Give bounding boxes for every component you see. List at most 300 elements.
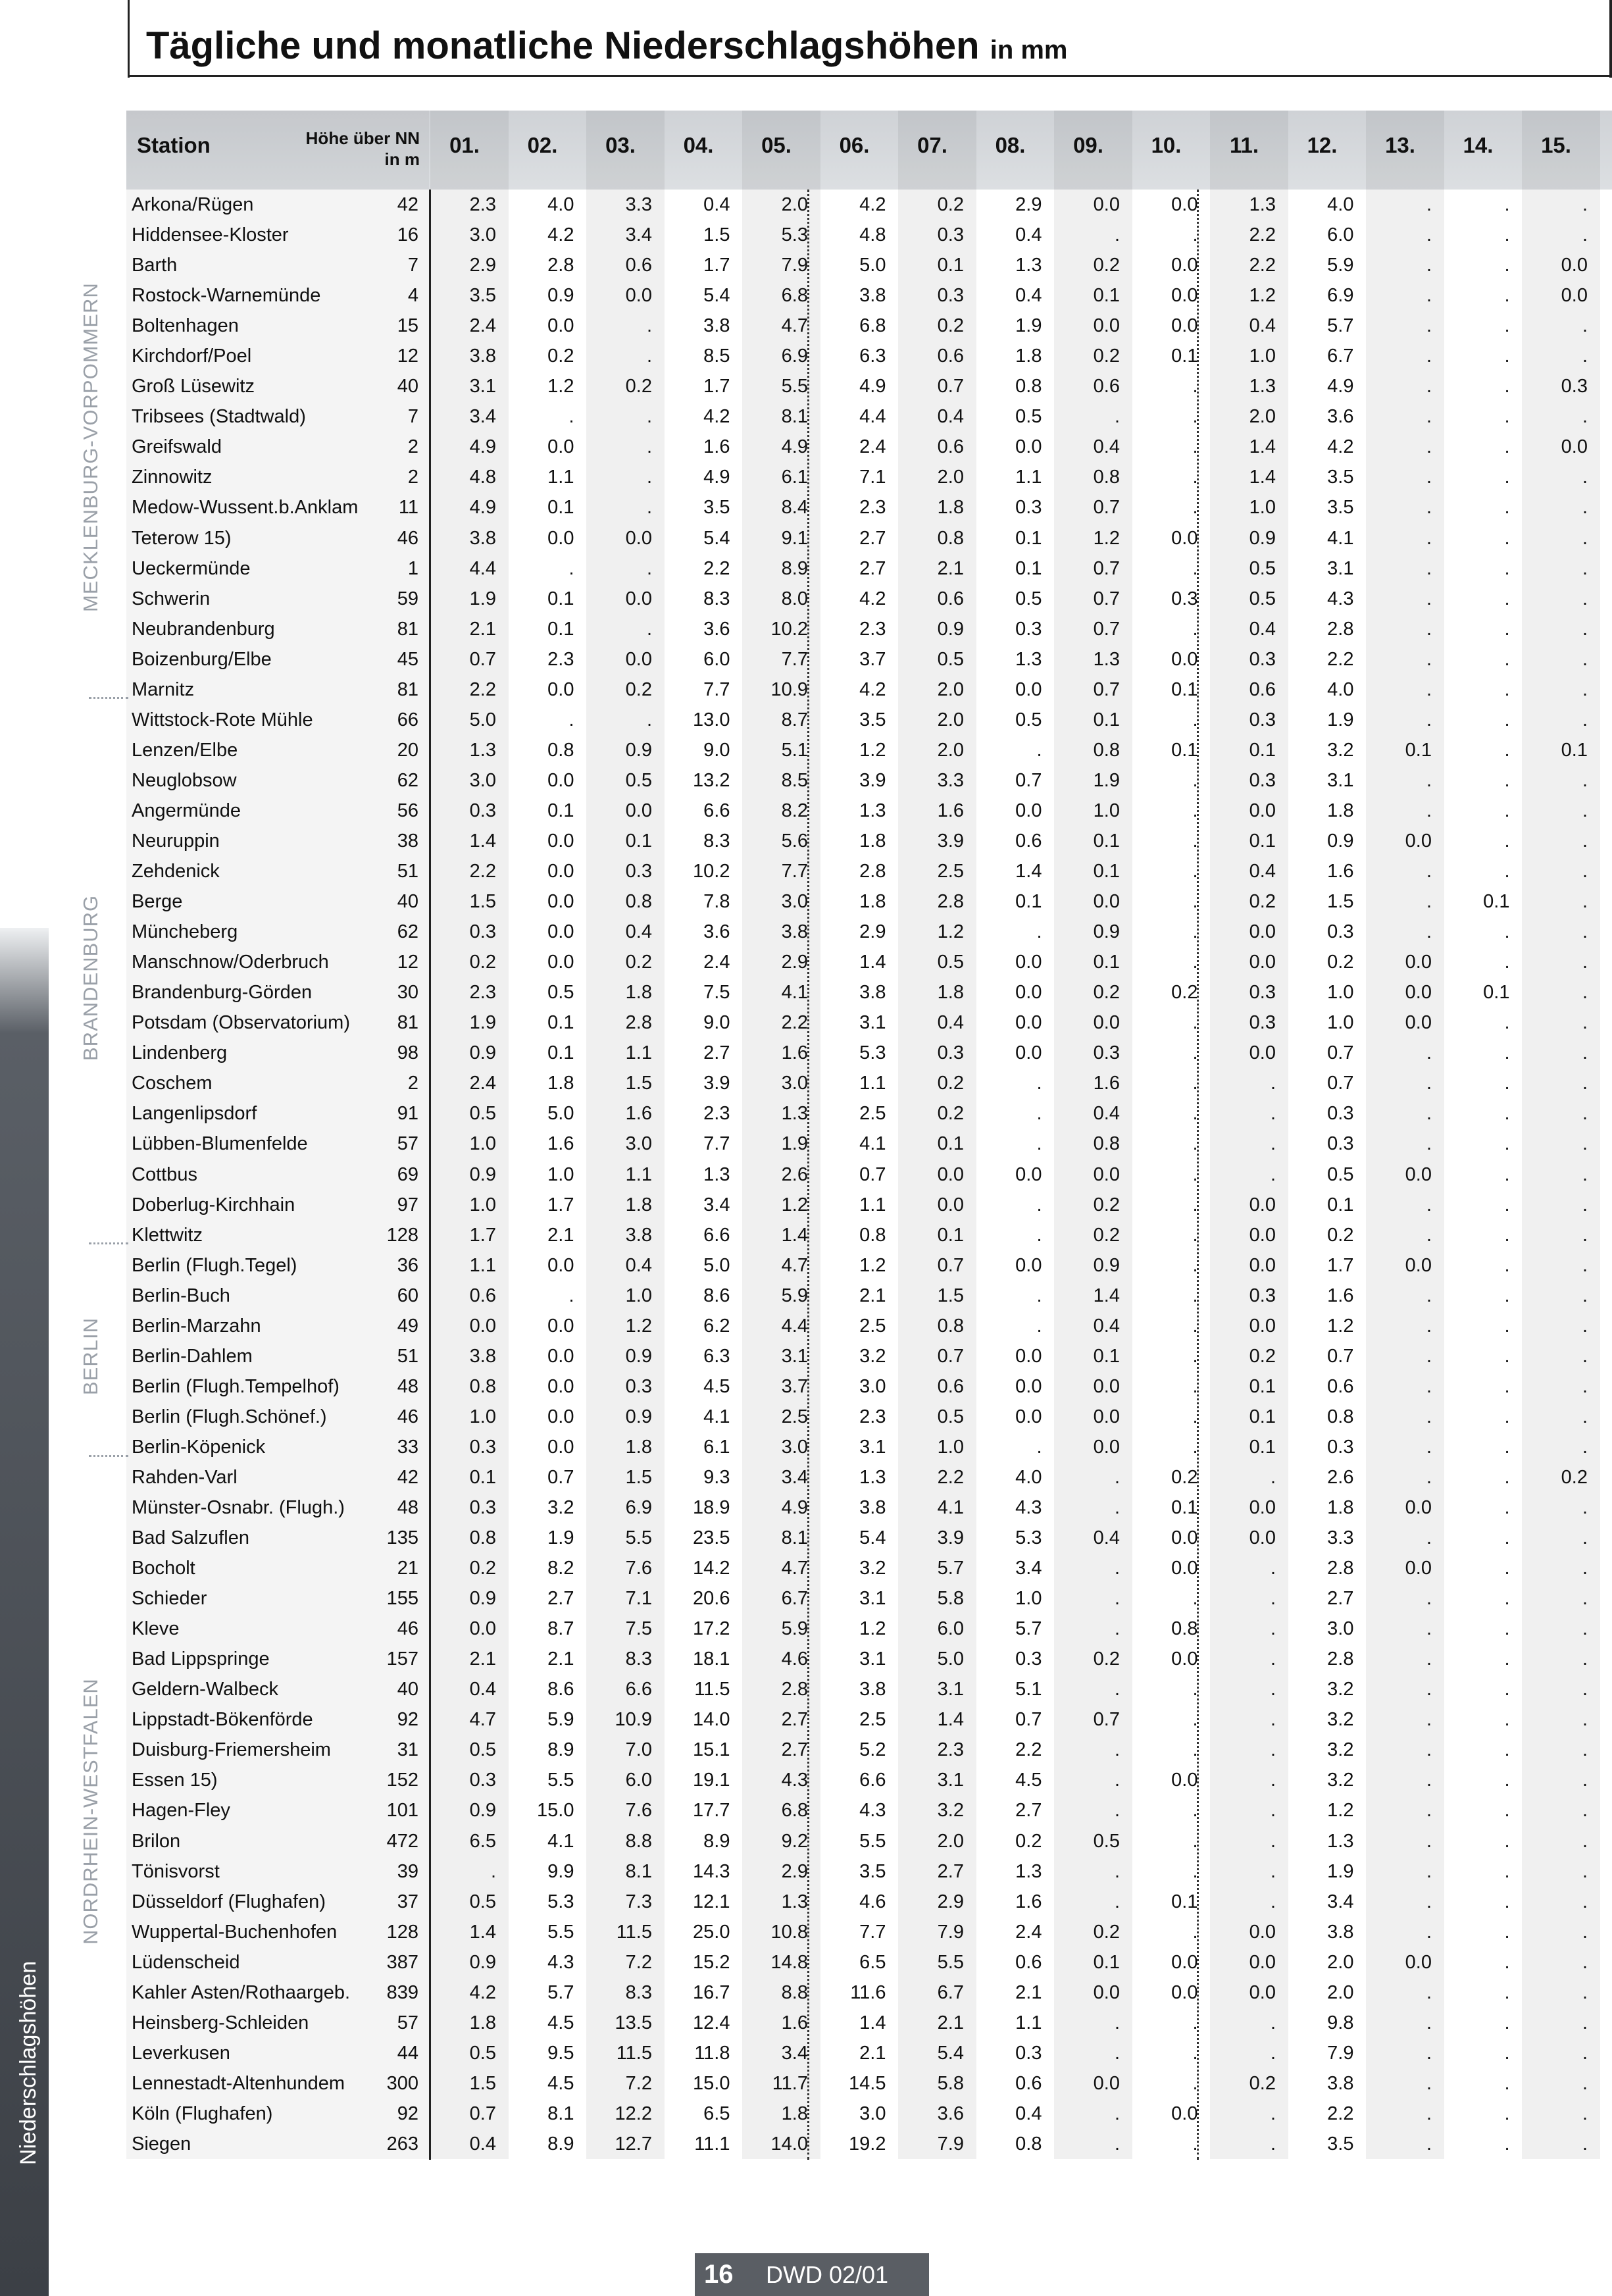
day-value: 14.3 (693, 1860, 730, 1882)
day-value: . (1270, 1679, 1276, 1700)
day-value: 7.8 (703, 891, 730, 913)
day-value: . (1504, 709, 1510, 730)
day-value: 9.2 (781, 1830, 808, 1852)
day-value: 0.2 (1093, 1648, 1120, 1670)
day-value: 0.9 (1327, 830, 1354, 852)
day-value: . (1582, 1618, 1588, 1640)
day-value: 0.0 (1249, 1194, 1276, 1215)
day-value: 0.9 (937, 618, 964, 640)
day-value: 0.6 (937, 1375, 964, 1397)
station-elevation: 128 (386, 1921, 418, 1943)
day-value: 8.9 (781, 557, 808, 579)
day-value: . (1582, 467, 1588, 488)
day-value: 0.1 (1015, 557, 1042, 579)
day-value: 0.0 (1171, 194, 1198, 215)
station-elevation: 30 (397, 982, 418, 1004)
region-separator (89, 1242, 128, 1244)
day-value: . (1504, 1800, 1510, 1822)
day-value: 8.8 (625, 1830, 652, 1852)
day-value: 5.7 (1327, 315, 1354, 337)
day-value: 7.3 (625, 1891, 652, 1912)
day-value: 1.3 (781, 1103, 808, 1125)
day-value: 0.2 (937, 1073, 964, 1094)
day-value: 0.3 (1327, 1103, 1354, 1125)
day-value: 5.3 (547, 1891, 574, 1912)
day-value: . (1426, 224, 1432, 246)
day-value: 3.1 (859, 1012, 886, 1034)
day-value: . (1426, 1345, 1432, 1367)
day-value: 0.2 (937, 315, 964, 337)
day-value: 3.5 (1327, 497, 1354, 519)
day-value: . (1426, 1679, 1432, 1700)
day-value: . (1426, 2103, 1432, 2124)
day-value: 0.2 (1171, 982, 1198, 1004)
day-value: 7.7 (781, 861, 808, 882)
day-value: . (1504, 1406, 1510, 1427)
day-value: 1.7 (547, 1194, 574, 1215)
day-value: 0.0 (625, 527, 652, 549)
station-name: Berlin-Marzahn (132, 1315, 261, 1337)
station-name: Duisburg-Friemersheim (132, 1739, 331, 1761)
station-elevation: 39 (397, 1860, 418, 1882)
day-value: 20.6 (693, 1588, 730, 1610)
day-value: 1.8 (859, 830, 886, 852)
day-value: 3.3 (625, 194, 652, 215)
day-value: 0.2 (625, 952, 652, 973)
day-value: 19.1 (693, 1770, 730, 1791)
day-value: . (1192, 467, 1198, 488)
station-elevation: 12 (397, 345, 418, 367)
day-value: 4.9 (781, 436, 808, 458)
day-value: 1.9 (1327, 1860, 1354, 1882)
day-value: . (1114, 1891, 1120, 1912)
day-value: . (1426, 1648, 1432, 1670)
day-value: 2.7 (859, 557, 886, 579)
day-value: 0.0 (1405, 1254, 1432, 1276)
day-value: . (1426, 1770, 1432, 1791)
day-value: . (1504, 406, 1510, 428)
day-value: 0.4 (703, 194, 730, 215)
day-value: 1.0 (469, 1406, 496, 1427)
day-value: 0.3 (469, 1497, 496, 1519)
day-value: 2.3 (703, 1103, 730, 1125)
day-value: 1.2 (859, 1618, 886, 1640)
day-value: 0.7 (1015, 769, 1042, 791)
region-label: BRANDENBURG (79, 894, 102, 1061)
day-value: 1.2 (781, 1194, 808, 1215)
day-value: 0.0 (1015, 952, 1042, 973)
day-value: . (1426, 467, 1432, 488)
day-value: . (1504, 285, 1510, 307)
station-elevation: 20 (397, 739, 418, 761)
day-value: 0.0 (547, 861, 574, 882)
day-value: 23.5 (693, 1527, 730, 1549)
day-value: . (646, 315, 652, 337)
day-value: 0.9 (469, 1951, 496, 1973)
day-value: 1.4 (1015, 861, 1042, 882)
day-value: 1.6 (937, 800, 964, 821)
day-value: 3.3 (937, 769, 964, 791)
day-value: 0.1 (1171, 739, 1198, 761)
day-value: 4.3 (781, 1770, 808, 1791)
day-value: 0.5 (937, 648, 964, 670)
day-value: . (1504, 436, 1510, 458)
station-name: Essen 15) (132, 1770, 218, 1791)
day-value: 0.2 (1093, 1224, 1120, 1246)
day-value: 2.9 (781, 952, 808, 973)
day-value: 4.7 (781, 1558, 808, 1579)
day-value: 2.5 (781, 1406, 808, 1427)
day-value: 1.8 (1327, 1497, 1354, 1519)
day-value: . (1426, 527, 1432, 549)
day-value: 8.6 (703, 1285, 730, 1306)
header-day: 02. (527, 133, 558, 157)
day-value: . (1582, 1436, 1588, 1458)
day-value: 0.8 (859, 1224, 886, 1246)
day-value: 0.5 (469, 1739, 496, 1761)
station-name: Berlin-Köpenick (132, 1436, 266, 1458)
day-value: 0.0 (625, 588, 652, 609)
day-value: 0.3 (1249, 1285, 1276, 1306)
day-value: 0.1 (547, 800, 574, 821)
day-value: 0.1 (1249, 739, 1276, 761)
day-value: . (1192, 1588, 1198, 1610)
day-value: 8.6 (547, 1679, 574, 1700)
station-elevation: 45 (397, 648, 418, 670)
day-value: 0.0 (1093, 891, 1120, 913)
day-value: 0.1 (1327, 1194, 1354, 1215)
day-value: 2.8 (937, 891, 964, 913)
day-value: 0.1 (1093, 1345, 1120, 1367)
day-value: 7.1 (859, 467, 886, 488)
day-value: 2.0 (1327, 1951, 1354, 1973)
day-value: . (1114, 1739, 1120, 1761)
day-value: 0.1 (1561, 739, 1588, 761)
day-value: . (1582, 315, 1588, 337)
day-value: 5.5 (781, 376, 808, 397)
day-value: 4.3 (547, 1951, 574, 1973)
day-value: . (1426, 2133, 1432, 2155)
day-value: 0.3 (937, 224, 964, 246)
station-elevation: 59 (397, 588, 418, 609)
day-value: 4.3 (1327, 588, 1354, 609)
day-value: 8.3 (703, 830, 730, 852)
day-value: 7.5 (703, 982, 730, 1004)
day-value: 0.0 (1093, 315, 1120, 337)
day-value: . (1504, 315, 1510, 337)
day-value: 3.0 (469, 224, 496, 246)
day-value: 2.3 (859, 1406, 886, 1427)
day-value: 0.0 (1093, 2072, 1120, 2094)
day-value: . (1192, 618, 1198, 640)
day-value: 0.9 (469, 1042, 496, 1064)
day-value: 1.8 (859, 891, 886, 913)
day-value: 0.0 (1249, 1981, 1276, 2003)
day-value: 13.5 (615, 2012, 652, 2033)
day-value: 1.6 (1327, 1285, 1354, 1306)
day-value: . (1426, 194, 1432, 215)
day-value: . (1504, 1588, 1510, 1610)
day-value: 5.7 (937, 1558, 964, 1579)
day-value: 3.1 (937, 1679, 964, 1700)
elevation-separator (429, 190, 431, 2160)
day-value: 14.0 (770, 2133, 808, 2155)
day-value: 6.0 (703, 648, 730, 670)
day-value: . (1426, 285, 1432, 307)
day-value: 0.9 (469, 1588, 496, 1610)
day-value: 8.4 (781, 497, 808, 519)
header-day: 11. (1229, 133, 1259, 157)
day-value: 1.5 (703, 224, 730, 246)
day-value: 1.5 (625, 1073, 652, 1094)
pentad-separator (1197, 190, 1199, 2160)
day-value: . (1504, 588, 1510, 609)
day-value: 0.8 (937, 1315, 964, 1337)
day-value: 2.2 (1327, 2103, 1354, 2124)
day-value: 11.7 (772, 2072, 808, 2094)
day-value: 0.0 (625, 285, 652, 307)
day-value: . (1426, 345, 1432, 367)
day-value: 5.5 (859, 1830, 886, 1852)
day-value: 19.2 (849, 2133, 886, 2155)
day-value: 11.1 (694, 2133, 730, 2155)
header-day: 13. (1385, 133, 1415, 157)
day-value: 0.2 (1093, 255, 1120, 276)
day-value: . (1582, 1012, 1588, 1034)
day-value: . (1582, 2133, 1588, 2155)
day-value: 4.9 (859, 376, 886, 397)
day-value: 0.0 (1171, 1770, 1198, 1791)
column-shade (898, 111, 976, 2159)
day-value: 0.7 (937, 376, 964, 397)
day-value: 0.5 (1015, 588, 1042, 609)
day-value: . (490, 1860, 496, 1882)
day-value: . (1504, 2103, 1510, 2124)
station-column-shade (126, 111, 429, 2159)
day-value: 2.1 (469, 1648, 496, 1670)
station-elevation: 44 (397, 2042, 418, 2064)
day-value: . (1426, 497, 1432, 519)
day-value: 2.2 (469, 678, 496, 700)
day-value: 0.9 (469, 1800, 496, 1822)
day-value: 9.9 (547, 1860, 574, 1882)
day-value: 0.0 (547, 1406, 574, 1427)
day-value: . (1504, 1679, 1510, 1700)
station-elevation: 21 (397, 1558, 418, 1579)
station-elevation: 92 (397, 1709, 418, 1731)
station-name: Potsdam (Observatorium) (132, 1012, 350, 1034)
day-value: . (1270, 1770, 1276, 1791)
day-value: 3.7 (781, 1375, 808, 1397)
day-value: . (1504, 648, 1510, 670)
day-value: . (1504, 1830, 1510, 1852)
header-day: 08. (995, 133, 1026, 157)
day-value: . (1582, 1770, 1588, 1791)
day-value: 0.9 (469, 1163, 496, 1185)
day-value: 1.2 (1327, 1315, 1354, 1337)
day-value: 2.3 (469, 982, 496, 1004)
station-elevation: 51 (397, 1345, 418, 1367)
day-value: . (1582, 2103, 1588, 2124)
day-value: 6.7 (937, 1981, 964, 2003)
day-value: . (1192, 1224, 1198, 1246)
day-value: 1.0 (625, 1285, 652, 1306)
day-value: 1.1 (469, 1254, 496, 1276)
station-elevation: 46 (397, 1618, 418, 1640)
station-elevation: 48 (397, 1497, 418, 1519)
day-value: 5.1 (781, 739, 808, 761)
station-elevation: 60 (397, 1285, 418, 1306)
day-value: 0.9 (1093, 1254, 1120, 1276)
station-elevation: 98 (397, 1042, 418, 1064)
day-value: 0.0 (1171, 255, 1198, 276)
station-elevation: 49 (397, 1315, 418, 1337)
day-value: . (1504, 2012, 1510, 2033)
day-value: 6.3 (703, 1345, 730, 1367)
day-value: 0.1 (1093, 285, 1120, 307)
station-elevation: 38 (397, 830, 418, 852)
day-value: 4.1 (703, 1406, 730, 1427)
day-value: . (1192, 376, 1198, 397)
day-value: 4.1 (547, 1830, 574, 1852)
day-value: 0.2 (1327, 952, 1354, 973)
day-value: 18.1 (693, 1648, 730, 1670)
day-value: . (1192, 1133, 1198, 1155)
day-value: . (1114, 2042, 1120, 2064)
day-value: . (1504, 861, 1510, 882)
day-value: 0.4 (469, 2133, 496, 2155)
day-value: 2.1 (469, 618, 496, 640)
day-value: 0.0 (1249, 1527, 1276, 1549)
precipitation-table (126, 111, 1612, 2159)
day-value: . (1582, 1679, 1588, 1700)
day-value: 4.9 (1327, 376, 1354, 397)
day-value: 2.0 (1249, 406, 1276, 428)
day-value: . (1504, 769, 1510, 791)
day-value: 0.8 (1171, 1618, 1198, 1640)
day-value: 8.2 (781, 800, 808, 821)
day-value: . (568, 557, 574, 579)
day-value: 0.1 (1171, 1891, 1198, 1912)
station-name: Berge (132, 891, 183, 913)
day-value: 2.4 (859, 436, 886, 458)
day-value: . (1504, 345, 1510, 367)
day-value: 0.3 (469, 1436, 496, 1458)
day-value: 0.3 (1249, 709, 1276, 730)
day-value: 0.0 (937, 1163, 964, 1185)
day-value: . (1114, 1497, 1120, 1519)
day-value: 3.4 (625, 224, 652, 246)
station-name: Barth (132, 255, 178, 276)
day-value: . (1504, 1921, 1510, 1943)
day-value: . (1192, 1739, 1198, 1761)
day-value: 3.9 (937, 1527, 964, 1549)
day-value: 5.6 (781, 830, 808, 852)
station-elevation: 4 (407, 285, 418, 307)
day-value: . (646, 618, 652, 640)
day-value: 5.7 (1015, 1618, 1042, 1640)
station-name: Doberlug-Kirchhain (132, 1194, 295, 1215)
day-value: . (1426, 1285, 1432, 1306)
day-value: 1.1 (625, 1163, 652, 1185)
day-value: 0.7 (1093, 618, 1120, 640)
column-shade (1366, 111, 1444, 2159)
day-value: 0.8 (469, 1527, 496, 1549)
station-elevation: 387 (386, 1951, 418, 1973)
day-value: 0.3 (1015, 497, 1042, 519)
station-name: Düsseldorf (Flughafen) (132, 1891, 326, 1912)
day-value: 2.7 (703, 1042, 730, 1064)
day-value: . (1192, 1194, 1198, 1215)
day-value: 0.0 (625, 648, 652, 670)
day-value: 6.9 (1327, 285, 1354, 307)
day-value: 1.8 (1015, 345, 1042, 367)
day-value: 0.1 (1171, 678, 1198, 700)
day-value: 0.4 (1093, 436, 1120, 458)
day-value: 8.3 (625, 1981, 652, 2003)
day-value: . (1504, 1770, 1510, 1791)
day-value: 12.7 (615, 2133, 652, 2155)
day-value: . (1192, 769, 1198, 791)
day-value: 3.4 (469, 406, 496, 428)
day-value: . (1036, 1133, 1042, 1155)
day-value: 18.9 (693, 1497, 730, 1519)
station-name: Brilon (132, 1830, 181, 1852)
day-value: 14.0 (693, 1709, 730, 1731)
day-value: 0.6 (625, 255, 652, 276)
day-value: . (1504, 1558, 1510, 1579)
day-value: 1.2 (547, 376, 574, 397)
day-value: . (1192, 1012, 1198, 1034)
day-value: 0.3 (1015, 1648, 1042, 1670)
day-value: 1.9 (1015, 315, 1042, 337)
day-value: 0.8 (469, 1375, 496, 1397)
day-value: 0.1 (547, 1012, 574, 1034)
day-value: . (1192, 709, 1198, 730)
day-value: 3.2 (1327, 739, 1354, 761)
header-elevation: Höhe über NN in m (305, 128, 420, 169)
day-value: 6.5 (469, 1830, 496, 1852)
day-value: 3.4 (781, 1466, 808, 1488)
day-value: 8.5 (781, 769, 808, 791)
day-value: . (1192, 1042, 1198, 1064)
day-value: 3.2 (1327, 1770, 1354, 1791)
day-value: 0.5 (469, 1891, 496, 1912)
station-elevation: 7 (407, 255, 418, 276)
day-value: . (1270, 1103, 1276, 1125)
day-value: . (1426, 1133, 1432, 1155)
station-elevation: 36 (397, 1254, 418, 1276)
day-value: . (1192, 891, 1198, 913)
day-value: . (1582, 194, 1588, 215)
day-value: 6.2 (703, 1315, 730, 1337)
day-value: . (1504, 1163, 1510, 1185)
day-value: 6.5 (859, 1951, 886, 1973)
station-name: Tönisvorst (132, 1860, 220, 1882)
day-value: . (1426, 1800, 1432, 1822)
day-value: 3.0 (859, 1375, 886, 1397)
day-value: 1.1 (859, 1073, 886, 1094)
day-value: . (1426, 1103, 1432, 1125)
day-value: . (1582, 557, 1588, 579)
day-value: 0.1 (1405, 739, 1432, 761)
day-value: 15.0 (693, 2072, 730, 2094)
header-day: 01. (449, 133, 480, 157)
station-elevation: 62 (397, 769, 418, 791)
day-value: . (1426, 1739, 1432, 1761)
day-value: 7.1 (625, 1588, 652, 1610)
day-value: 1.3 (469, 739, 496, 761)
